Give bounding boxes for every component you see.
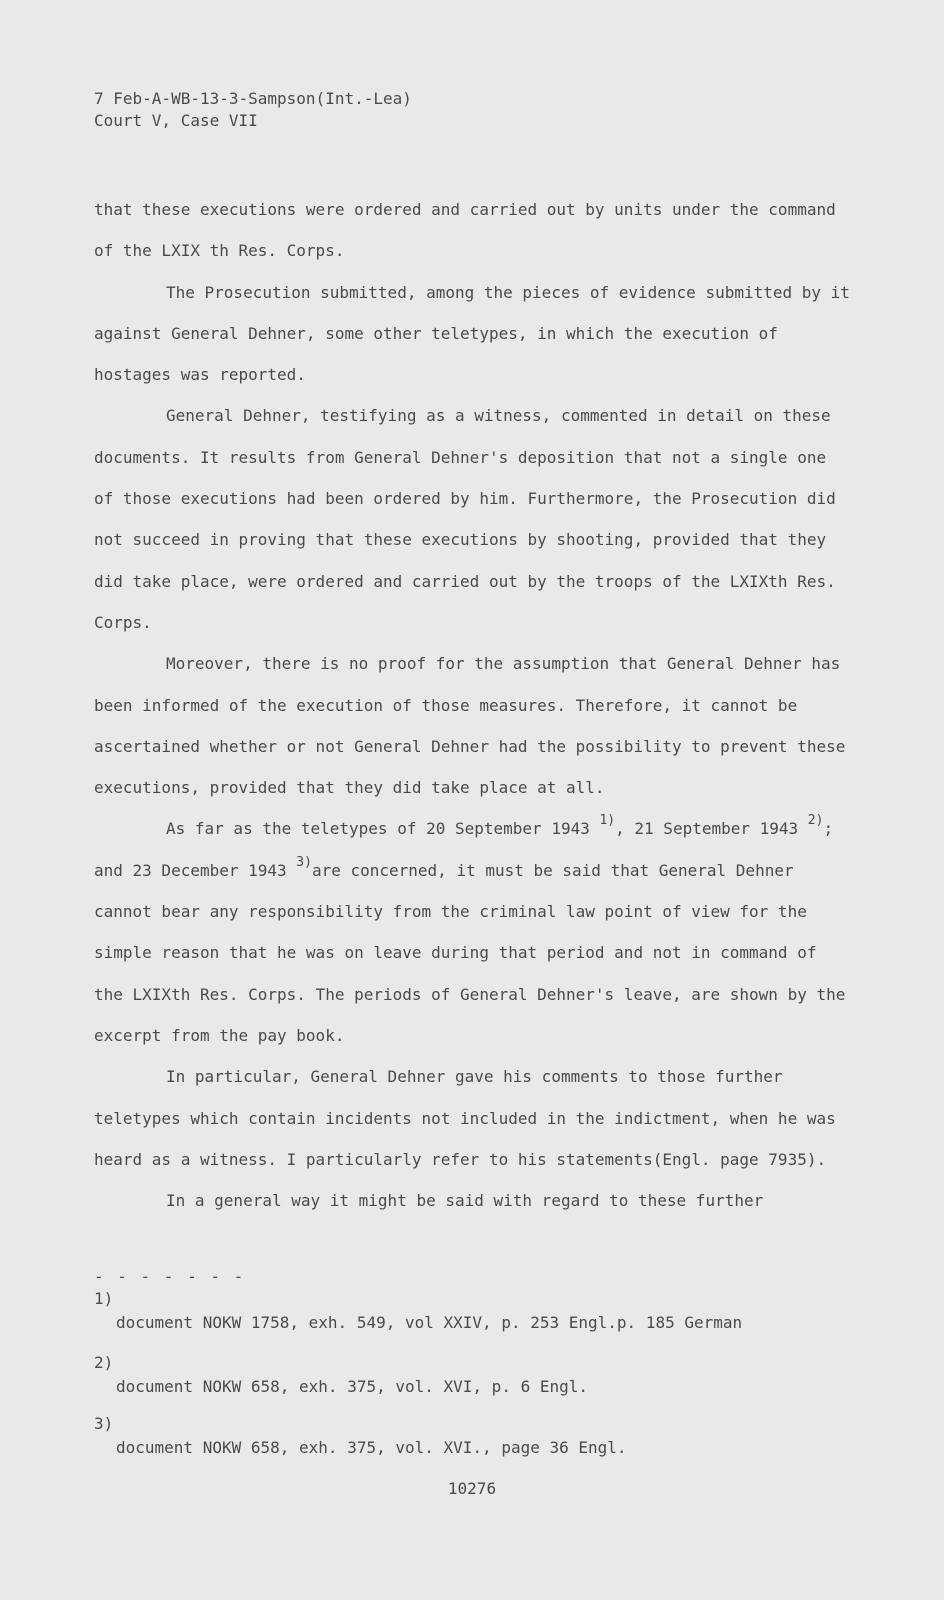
footnote-3-text: document NOKW 658, exh. 375, vol. XVI., page 36 Engl. <box>116 1438 627 1457</box>
footnote-2-number: 2) <box>94 1353 114 1372</box>
paragraph-6: In particular, General Dehner gave his comments to those further teletypes which contain incidents not included in the indictment, when he was heard as a witness. I particularly refer to his statements(Engl. page 7935). <box>94 1067 836 1169</box>
footnote-ref-1: 1) <box>599 813 616 829</box>
footnote-2 <box>94 1351 588 1399</box>
paragraph-3: General Dehner, testifying as a witness, commented in detail on these documents. It results from General Dehner's deposition that not a single one of those executions had been ordered by him. Furthermore, the Prosecution did not succeed in proving that these executions by shooting, provided that they did take place, were ordered and carried out by the troops of the LXIXth Res. Corps. <box>94 406 836 632</box>
document-header <box>94 88 412 132</box>
footnote-divider: - - - - - - - <box>94 1267 246 1286</box>
document-body <box>94 189 854 1221</box>
paragraph-5-part-c: ; and 23 December 1943 <box>94 819 834 880</box>
page-number: 10276 <box>447 1479 497 1498</box>
paragraph-5 <box>94 808 854 1056</box>
footnote-2-text: document NOKW 658, exh. 375, vol. XVI, p. 6 Engl. <box>116 1377 589 1396</box>
header-court: Court V, Case VII <box>94 111 258 130</box>
paragraph-1: that these executions were ordered and carried out by units under the command of the LXIX th Res. Corps. <box>94 200 836 261</box>
paragraph-7: In a general way it might be said with regard to these further <box>166 1191 764 1211</box>
footnote-1-text: document NOKW 1758, exh. 549, vol XXIV, p. 253 Engl.p. 185 German <box>116 1313 743 1332</box>
footnote-1 <box>94 1287 742 1335</box>
paragraph-5-part-b: , 21 September 1943 <box>615 819 808 839</box>
header-reference: 7 Feb-A-WB-13-3-Sampson(Int.-Lea) <box>94 89 412 108</box>
paragraph-5-part-a: As far as the teletypes of 20 September 1943 <box>166 819 600 839</box>
paragraph-4: Moreover, there is no proof for the assumption that General Dehner has been informed of the execution of those measures. Therefore, it cannot be ascertained whether or not General Dehner had the possibility to prevent these executions, provided that they did take place at all. <box>94 654 846 798</box>
footnote-3 <box>94 1412 627 1460</box>
paragraph-5-part-d: are concerned, it must be said that General Dehner cannot bear any responsibility from the criminal law point of view for the simple reason that he was on leave during that period and not in command of the LXIXth Res. Corps. The periods of General Dehner's leave, are shown by the excerpt from the pay book. <box>94 860 846 1045</box>
footnote-1-number: 1) <box>94 1289 114 1308</box>
footnote-3-number: 3) <box>94 1414 114 1433</box>
footnote-ref-2: 2) <box>807 813 824 829</box>
footnote-ref-3: 3) <box>296 854 312 870</box>
paragraph-2: The Prosecution submitted, among the pieces of evidence submitted by it against General Dehner, some other teletypes, in which the execution of hostages was reported. <box>94 282 850 385</box>
